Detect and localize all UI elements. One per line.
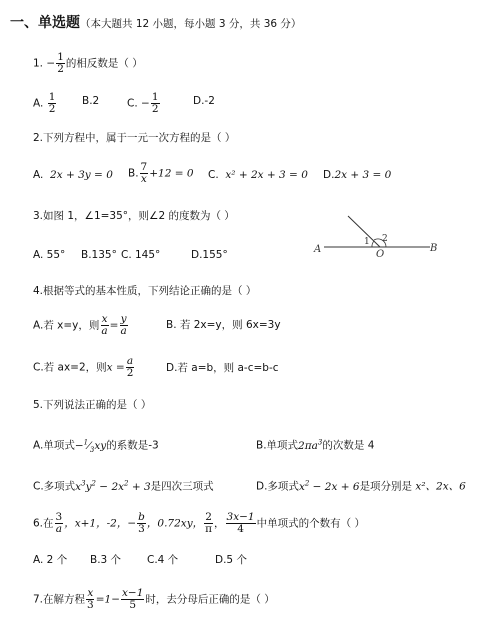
label-b: B [430,243,438,254]
question-7: 7.在解方程 $\frac{x}{3}$ =1− $\frac{x-1}{5}$ 时，去分母后正确的是（ ） [33,587,275,611]
q1-option-c: C. − $\frac{1}{2}$ [127,91,159,115]
label-a: A [314,244,322,255]
section-heading: 一、单选题 [10,15,80,31]
q3-option-d: D.155° [191,249,228,261]
question-5-stem: 5.下列说法正确的是（ ） [33,399,152,411]
label-2: 2 [382,234,388,244]
q2-option-b: B. $\frac{7}{x}$ +12 = 0 [128,161,194,185]
q6-option-a: A. 2 个 [33,554,68,566]
label-o: O [376,249,385,260]
q2-option-c: C. x² + 2x + 3 = 0 [208,169,308,181]
question-3-stem: 3.如图 1，∠1=35°，则∠2 的度数为（ ） [33,210,235,222]
q3-option-a: A. 55° [33,249,66,261]
q5-option-c: C.多项式$x^3y^2 - 2x^2 + 3$是四次三项式 [33,479,214,493]
question-1: 1. − $\frac{1}{2}$ 的相反数是（ ） [33,51,143,75]
q1-stem: 的相反数是（ ） [65,57,143,70]
q4-option-a: A.若 x=y，则 $\frac{x}{a}$ = $\frac{y}{a}$ [33,313,127,337]
q2-option-a: A. 2x + 3y = 0 [33,169,113,181]
q2-option-d: D.2x + 3 = 0 [323,169,392,181]
question-4-stem: 4.根据等式的基本性质，下列结论正确的是（ ） [33,285,257,297]
section-note: （本大题共 12 小题，每小题 3 分，共 36 分） [80,18,302,30]
q4-option-c: C.若 ax=2，则x = $\frac{a}{2}$ [33,355,134,379]
q1-number: 1. [33,57,44,70]
question-2-stem: 2.下列方程中，属于一元一次方程的是（ ） [33,132,236,144]
q5-option-b: B.单项式$2\pi a^3$的次数是 4 [256,438,375,452]
q4-option-d: D.若 a=b，则 a-c=b-c [166,362,279,374]
label-1: 1 [364,237,370,247]
q1-option-a: A. $\frac{1}{2}$ [33,91,56,115]
q1-option-b: B.2 [82,95,100,107]
q6-option-c: C.4 个 [147,554,179,566]
q5-option-d: D.多项式$x^2 - 2x + 6$是项分别是 x²、2x、6 [256,479,466,493]
section-title [10,12,301,32]
angle-figure [312,210,447,260]
q6-option-d: D.5 个 [215,554,247,566]
q4-option-b: B. 若 2x=y，则 6x=3y [166,319,281,331]
q5-option-a: A.单项式$-^1⁄_3xy$的系数是-3 [33,438,159,454]
q6-option-b: B.3 个 [90,554,122,566]
q1-fraction: $\frac{1}{2}$ [57,51,64,75]
question-6: 6.在 $\frac{3}{a}$ ，x+1，-2，− $\frac{b}{3}$ ，0.72xy， $\frac{2}{\pi}$ ， $\frac{3x-1}{4}$ 中单项式的个数有（ ） [33,511,365,535]
q3-option-b: B.135° [81,249,117,261]
q1-option-d: D.-2 [193,95,215,107]
q3-option-c: C. 145° [121,249,161,261]
